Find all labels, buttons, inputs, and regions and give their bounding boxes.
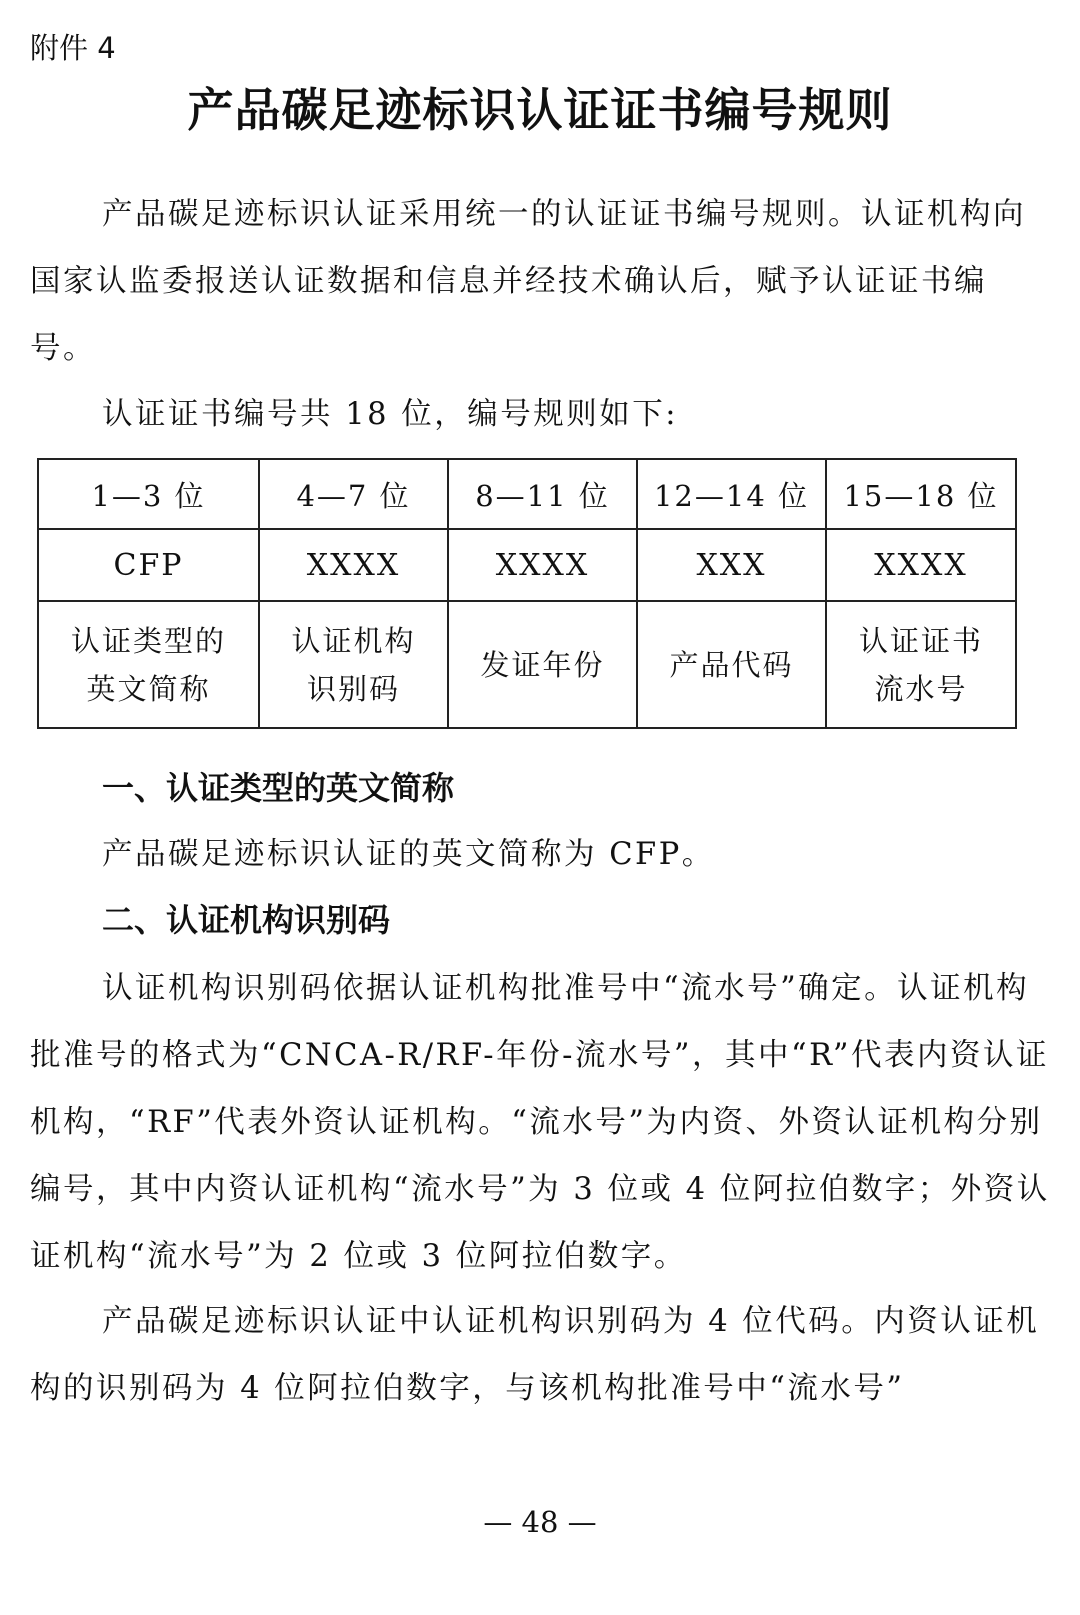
section-text-institution-code-continued: 产品碳足迹标识认证中认证机构识别码为 4 位代码。内资认证机构的识别码为 4 位阿拉伯数字，与该机构批准号中“流水号” [30,1304,1040,1406]
table-cell-position: 4—7 位 [259,459,448,529]
section-heading-institution-code: 二、认证机构识别码 [102,901,391,939]
table-cell-code: XXXX [826,529,1016,601]
description-text: 认证证书流水号 [858,623,983,706]
table-cell-position: 1—3 位 [38,459,259,529]
description-text: 发证年份 [480,647,605,682]
description-text: 认证类型的英文简称 [70,623,226,706]
description-text: 认证机构识别码 [291,623,416,706]
table-cell-description [637,601,826,728]
section-heading-certification-type: 一、认证类型的英文简称 [102,769,455,807]
table-cell-description [826,601,1016,728]
table-cell-code: XXXX [448,529,637,601]
table-cell-code: XXX [637,529,826,601]
table-cell-description [38,601,259,728]
page-title: 产品碳足迹标识认证证书编号规则 [187,83,893,137]
table-row-descriptions [38,601,1016,728]
rule-intro-paragraph: 认证证书编号共 18 位，编号规则如下: [102,397,678,432]
table-cell-description [259,601,448,728]
section-text-certification-type: 产品碳足迹标识认证的英文简称为 CFP。 [102,837,715,872]
attachment-label: 附件 4 [30,31,116,65]
table-cell-position: 15—18 位 [826,459,1016,529]
intro-paragraph: 产品碳足迹标识认证采用统一的认证证书编号规则。认证机构向国家认监委报送认证数据和信息并经技术确认后，赋予认证证书编号。 [30,197,1026,366]
table-cell-code: CFP [38,529,259,601]
table-cell-position: 8—11 位 [448,459,637,529]
page-number: — 48 — [483,1505,597,1539]
table-cell-description [448,601,637,728]
table-cell-code: XXXX [259,529,448,601]
table-row-codes [38,529,1016,601]
numbering-rule-table [37,458,1017,729]
table-cell-position: 12—14 位 [637,459,826,529]
description-text: 产品代码 [669,647,794,682]
section-text-institution-code: 认证机构识别码依据认证机构批准号中“流水号”确定。认证机构批准号的格式为“CNCA-R/RF-年份-流水号”，其中“R”代表内资认证机构，“RF”代表外资认证机构。“流水号”为内资、外资认证机构分别编号，其中内资认证机构“流水号”为 3 位或 4 位阿拉伯数字；外资认证机构“流水号”为 2 位或 3 位阿拉伯数字。 [30,971,1050,1274]
table-row-positions [38,459,1016,529]
